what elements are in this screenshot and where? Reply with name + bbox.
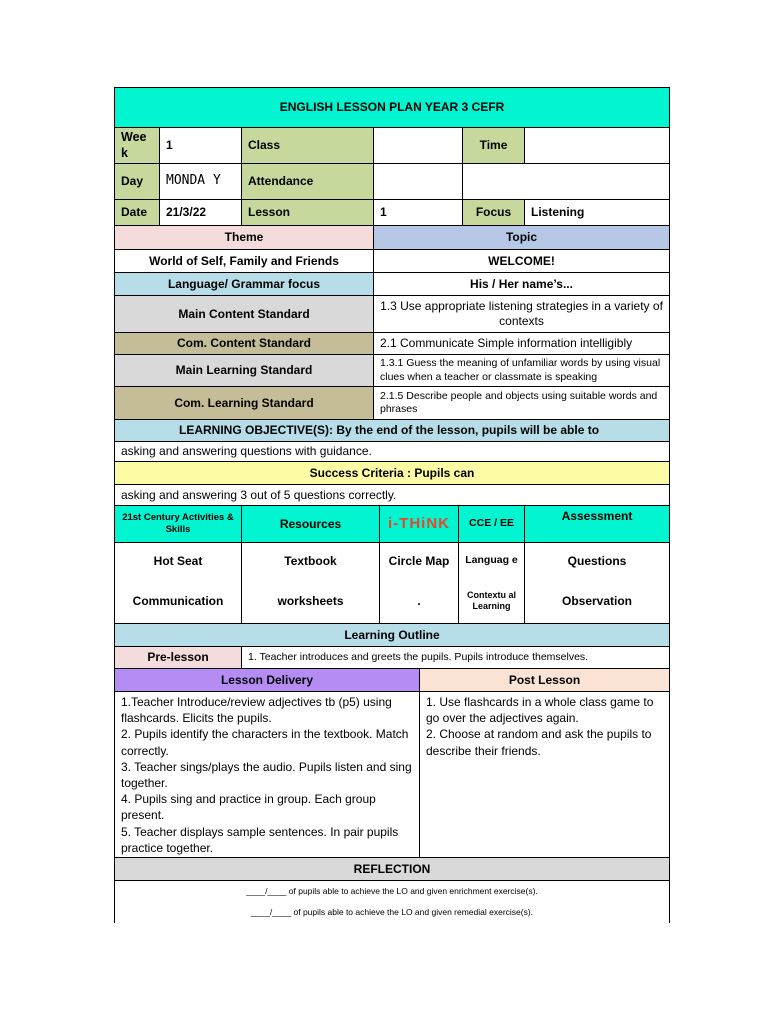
ithink-logo	[380, 506, 459, 543]
attendance-value	[374, 164, 463, 200]
cce-ee-header: CCE / EE	[459, 506, 525, 543]
reflection-line-enrichment: ____/____ of pupils able to achieve the LO and given enrichment exercise(s).	[246, 886, 538, 896]
focus-label: Focus	[463, 200, 525, 226]
lesson-delivery-header: Lesson Delivery	[115, 669, 420, 692]
main-content-standard-value: 1.3 Use appropriate listening strategies in a variety of contexts	[374, 296, 669, 333]
topic-header: Topic	[374, 226, 669, 250]
lesson-plan-sheet	[114, 87, 670, 923]
cce-ee-1: Languag e	[459, 543, 525, 579]
assessment-2: Observation	[525, 579, 669, 624]
lesson-plan-title: ENGLISH LESSON PLAN YEAR 3 CEFR	[115, 88, 669, 128]
post-lesson-header: Post Lesson	[420, 669, 669, 692]
com-content-standard-value: 2.1 Communicate Simple information intelligibly	[374, 333, 669, 355]
lesson-delivery-step: 5. Teacher displays sample sentences. In pair pupils practice together.	[121, 824, 399, 855]
theme-header: Theme	[115, 226, 374, 250]
language-focus-label: Language/ Grammar focus	[115, 273, 374, 296]
ithink-map-1: Circle Map	[380, 543, 459, 579]
lesson-delivery-step: 1.Teacher Introduce/review adjectives tb (p5) using flashcards. Elicits the pupils.	[121, 695, 392, 726]
lesson-delivery-step: 3. Teacher sings/plays the audio. Pupils listen and sing together.	[121, 759, 412, 791]
lesson-delivery-step: 2. Pupils identify the characters in the textbook. Match correctly.	[121, 727, 409, 758]
ithink-map-2: .	[380, 579, 459, 624]
resource-1: Textbook	[242, 543, 380, 579]
week-value: 1	[160, 128, 242, 164]
com-content-standard-label: Com. Content Standard	[115, 333, 374, 355]
learning-objective-header: LEARNING OBJECTIVE(S): By the end of the lesson, pupils will be able to	[115, 420, 669, 442]
ithink-logo-text: i-THiNK	[388, 514, 450, 532]
lesson-delivery-step: 4. Pupils sing and practice in group. Each group present.	[121, 792, 376, 823]
resources-header: Resources	[242, 506, 380, 543]
pre-lesson-label: Pre-lesson	[115, 647, 242, 669]
class-label: Class	[242, 128, 374, 164]
century-skill-1: Hot Seat	[115, 543, 242, 579]
century-skill-2: Communication	[115, 579, 242, 624]
main-learning-standard-label: Main Learning Standard	[115, 355, 374, 387]
time-label: Time	[463, 128, 525, 164]
class-value	[374, 128, 463, 164]
lesson-label: Lesson	[242, 200, 374, 226]
attendance-label: Attendance	[242, 164, 374, 200]
language-focus-value: His / Her name’s...	[374, 273, 669, 296]
assessment-1: Questions	[567, 553, 627, 568]
pre-lesson-text: 1. Teacher introduces and greets the pupils. Pupils introduce themselves.	[242, 647, 669, 669]
reflection-line-remedial: ____/____ of pupils able to achieve the LO and given remedial exercise(s).	[250, 907, 534, 917]
learning-outline-header: Learning Outline	[115, 624, 669, 647]
success-criteria-text: asking and answering 3 out of 5 questions correctly.	[115, 485, 669, 506]
topic-value: WELCOME!	[374, 250, 669, 273]
com-learning-standard-value: 2.1.5 Describe people and objects using suitable words and phrases	[374, 387, 669, 420]
main-content-standard-label: Main Content Standard	[115, 296, 374, 333]
post-lesson-step: 2. Choose at random and ask the pupils to describe their friends.	[426, 727, 652, 758]
com-learning-standard-label: Com. Learning Standard	[115, 387, 374, 420]
day-value: MONDA Y	[160, 164, 242, 200]
reflection-header: REFLECTION	[115, 858, 669, 881]
lesson-value: 1	[374, 200, 463, 226]
post-lesson-step: 1. Use flashcards in a whole class game to go over the adjectives again.	[426, 695, 654, 726]
theme-value: World of Self, Family and Friends	[115, 250, 374, 273]
post-lesson-content	[420, 692, 669, 858]
learning-objective-text: asking and answering questions with guidance.	[115, 442, 669, 462]
date-label: Date	[115, 200, 160, 226]
cce-ee-2: Contextu al Learning	[459, 579, 525, 624]
assessment-header: Assessment	[525, 506, 669, 543]
focus-value: Listening	[525, 200, 669, 226]
main-learning-standard-value: 1.3.1 Guess the meaning of unfamiliar words by using visual clues when a teacher or classmate is speaking	[374, 355, 669, 387]
resource-2: worksheets	[242, 579, 380, 624]
date-value: 21/3/22	[160, 200, 242, 226]
success-criteria-header: Success Criteria : Pupils can	[115, 462, 669, 485]
week-label: Wee k	[115, 128, 160, 164]
lesson-delivery-content	[115, 692, 420, 858]
century-skills-header: 21st Century Activities & Skills	[115, 506, 242, 543]
time-value	[525, 128, 669, 164]
attendance-extra	[463, 164, 669, 200]
day-label: Day	[115, 164, 160, 200]
